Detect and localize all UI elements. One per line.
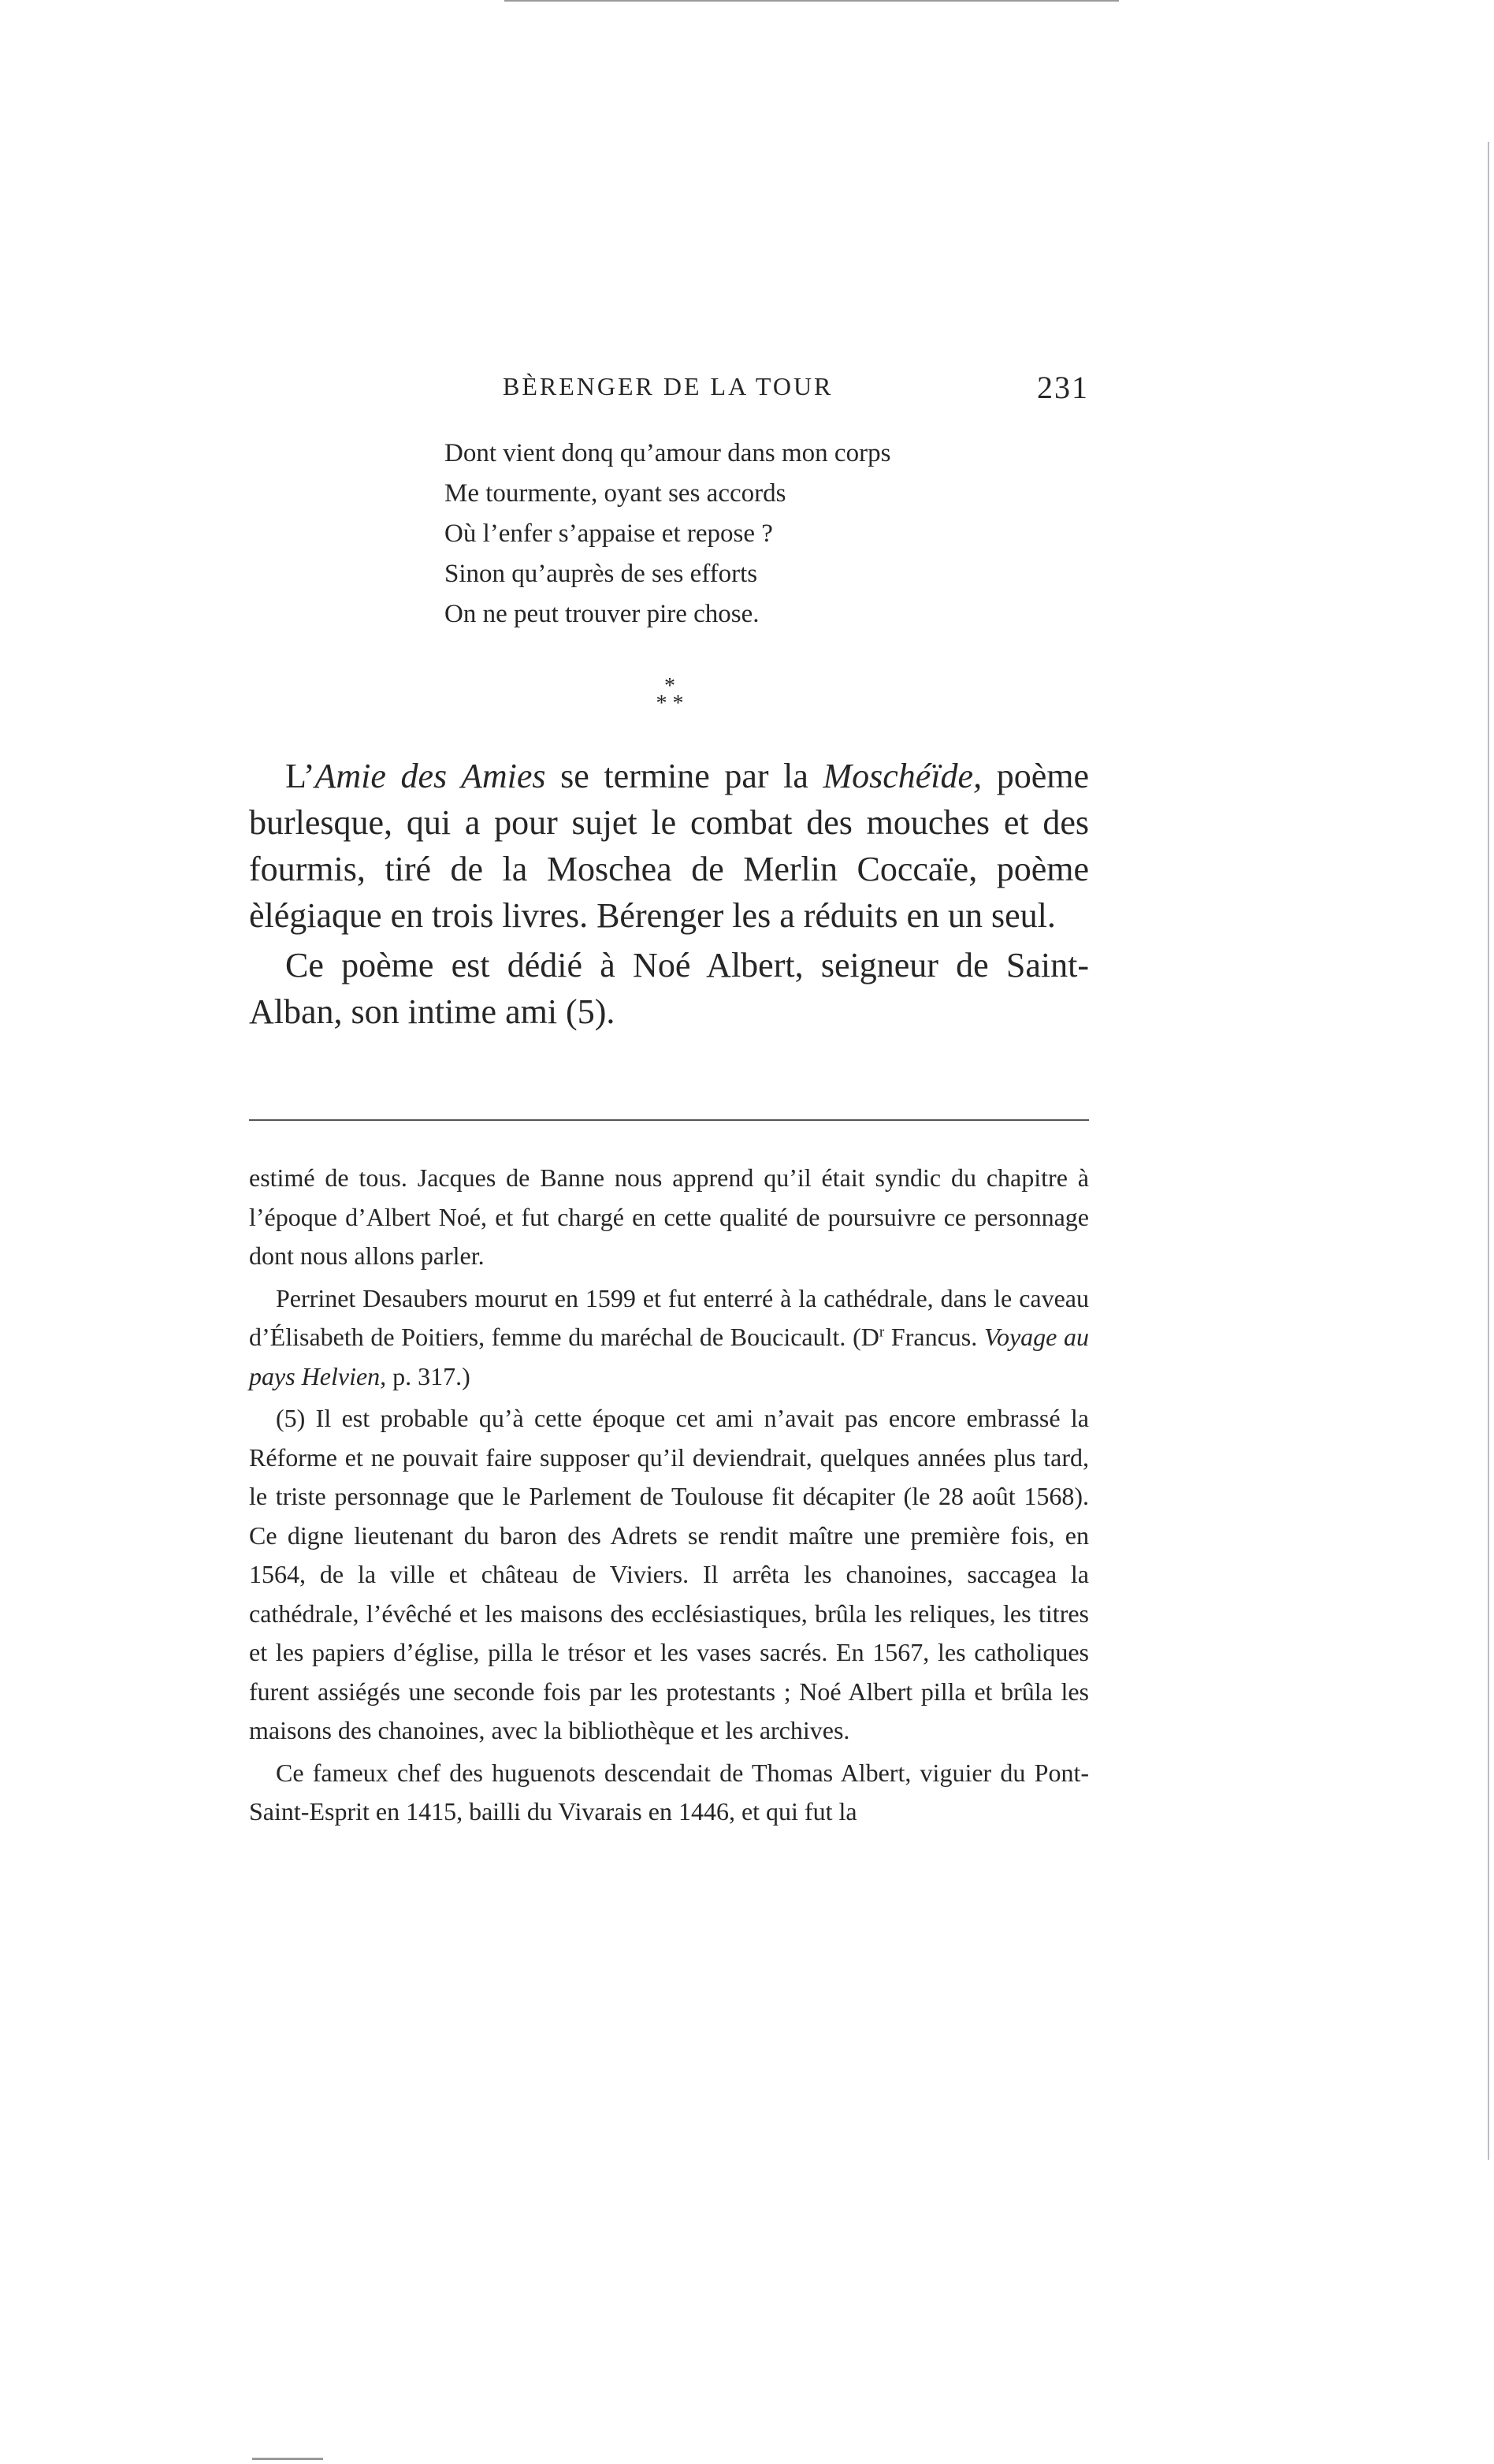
running-head: BÈRENGER DE LA TOUR (503, 372, 834, 400)
scan-edge-bottom (252, 2458, 323, 2460)
section-asterism (630, 674, 709, 716)
title-moscheide: Moschéïde, (823, 757, 983, 795)
footnote-paragraph: Perrinet Desaubers mourut en 1599 et fut enterré à la cathédrale, dans le caveau d’Élisabeth de Poitiers, femme du maréchal de Boucicault. ($D^r$ Francus. Voyage au pays Helvien, p. 317.) (249, 1283, 1090, 1390)
verse-line: Dont vient donq qu’amour dans mon corps (444, 439, 891, 467)
footnote-5: (5) Il est probable qu’à cette époque cet ami n’avait pas encore embrassé la Réforme et ne pouvait faire supposer qu’il deviendrait, quelques années plus tard, le triste personnage que le Parlement de Toulouse fit décapiter (le 28 août 1568). Ce digne lieutenant du baron des Adrets se rendit maître une première fois, en 1564, de la ville et château de Viviers. Il arrêta les chanoines, saccagea la cathédrale, l’évêché et les maisons des ecclésiastiques, brûla les reliques, les titres et les papiers d’église, pilla le trésor et les vases sacrés. En 1567, les catholiques furent assiégés une seconde fois par les protestants ; Noé Albert pilla et brûla les maisons des chanoines, avec la bibliothèque et les archives. (249, 1404, 1089, 1744)
verse-line: Me tourmente, oyant ses accords (444, 479, 786, 508)
scan-edge-top (504, 0, 1119, 2)
asterism-bottom: * * (656, 691, 684, 716)
footnote-continuation: estimé de tous. Jacques de Banne nous apprend qu’il était syndic du chapitre à l’époque d’Albert Noé, et fut chargé en cette qualité de poursuivre ce personnage dont nous allons parler. (249, 1163, 1089, 1270)
footnote-paragraph: Ce fameux chef des huguenots descendait de Thomas Albert, viguier du Pont-Saint-Esprit en 1415, bailli du Vivarais en 1446, et qui fut la (249, 1758, 1089, 1826)
verse-line: Où l’enfer s’appaise et repose ? (444, 519, 773, 548)
verse-line: Sinon qu’auprès de ses efforts (444, 560, 758, 588)
verse-stanza (444, 434, 890, 635)
scan-edge-right (1488, 142, 1489, 2160)
title-amie-des-amies: Amie des Amies (314, 757, 546, 795)
footnote-rule (249, 1119, 1089, 1121)
page-number: 231 (1037, 370, 1089, 405)
body-paragraph-moscheide: L’Amie des Amies se termine par la Moschéïde, poème burlesque, qui a pour sujet le combat des mouches et des fourmis, tiré de la Moschea de Merlin Coccaïe, poème èlégiaque en trois livres. Bérenger les a réduits en un seul. (249, 757, 1089, 935)
citation-title: Voyage au pays Helvien, (249, 1323, 1090, 1390)
page-header (249, 369, 1089, 408)
asterism-top: * (664, 674, 675, 698)
body-paragraph-dedication: Ce poème est dédié à Noé Albert, seigneur de Saint-Alban, son intime ami (5). (249, 946, 1089, 1031)
footnotes (249, 1159, 1089, 1832)
main-body-text (249, 753, 1089, 1035)
verse-line: On ne peut trouver pire chose. (444, 600, 760, 628)
